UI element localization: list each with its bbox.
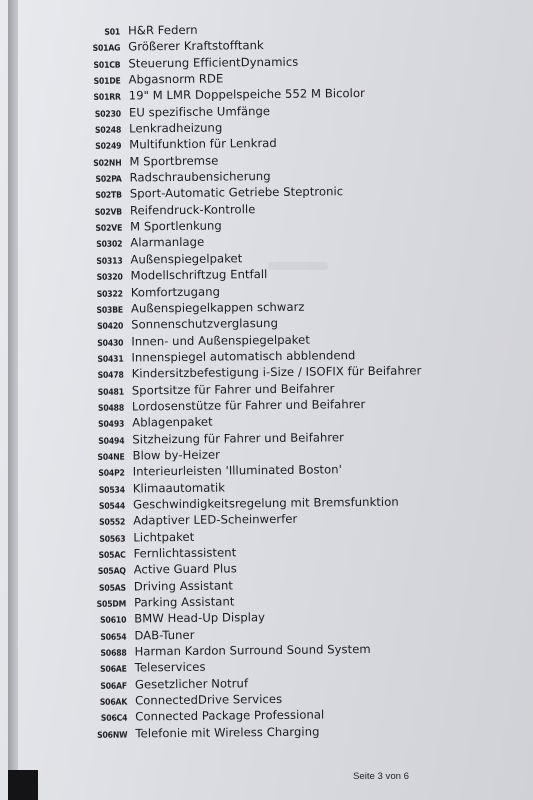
option-description: Teleservices — [134, 660, 206, 675]
option-code: S06C4 — [100, 713, 128, 725]
option-description: Kindersitzbefestigung i-Size / ISOFIX für Beifahrer — [131, 363, 422, 381]
option-code: S0688 — [100, 648, 127, 659]
option-code: S0230 — [94, 109, 122, 120]
option-description: Sport-Automatic Getriebe Steptronic — [129, 184, 344, 201]
option-code: S0420 — [97, 321, 124, 333]
option-code: S05AC — [98, 550, 126, 561]
option-code: S03BE — [96, 305, 124, 316]
option-description: Ablagenpaket — [132, 414, 213, 430]
option-description: M Sportlenkung — [130, 218, 222, 234]
option-description: Innen- und Außenspiegelpaket — [131, 332, 310, 348]
option-description: Lordosenstütze für Fahrer und Beifahrer — [131, 396, 366, 414]
option-description: Außenspiegelkappen schwarz — [130, 299, 305, 316]
option-code: S04NE — [97, 452, 125, 463]
option-code: S0478 — [97, 370, 124, 382]
option-description: Abgasnorm RDE — [128, 71, 224, 87]
option-description: Harman Kardon Surround Sound System — [134, 642, 371, 659]
page-number: Seite 3 von 6 — [353, 771, 410, 782]
option-description: Größerer Kraftstofftank — [128, 38, 264, 54]
option-code: S05AQ — [97, 566, 126, 578]
option-description: Connected Package Professional — [135, 707, 325, 724]
option-description: Adaptiver LED-Scheinwerfer — [133, 512, 298, 528]
option-code: S0431 — [97, 354, 124, 365]
option-description: Außenspiegelpaket — [130, 251, 243, 267]
option-code: S0493 — [98, 419, 125, 431]
option-description: H&R Federn — [127, 22, 198, 38]
option-description: Interieurleisten 'Illuminated Boston' — [132, 462, 342, 479]
option-description: Geschwindigkeitsregelung mit Bremsfunktion — [132, 494, 399, 512]
option-description: Parking Assistant — [133, 594, 235, 610]
option-description: 19" M LMR Doppelspeiche 552 M Bicolor — [128, 86, 365, 103]
option-code: S06NW — [97, 730, 128, 741]
option-description: BMW Head-Up Display — [134, 610, 266, 626]
option-code: S0313 — [96, 256, 123, 267]
option-description: Sitzheizung für Fahrer und Beifahrer — [132, 429, 344, 447]
option-code: S02TB — [95, 190, 122, 202]
bottom-left-shadow — [8, 770, 38, 800]
option-code: S0610 — [100, 615, 127, 627]
option-code: S05AS — [98, 583, 126, 594]
option-description: DAB-Tuner — [134, 627, 195, 643]
option-code: S02PA — [95, 174, 122, 185]
option-description: Blow by-Heizer — [132, 447, 220, 463]
option-code: S02NH — [93, 158, 122, 169]
option-code: S0494 — [98, 436, 125, 447]
option-code: S01 — [104, 27, 121, 38]
option-description: Steuerung EfficientDynamics — [128, 54, 299, 71]
option-code: S06AF — [100, 681, 127, 692]
option-description: Lichtpaket — [133, 529, 195, 545]
option-code: S0320 — [96, 272, 123, 283]
option-description: Lenkradheizung — [129, 120, 223, 136]
option-description: M Sportbremse — [129, 153, 219, 169]
option-code: S0302 — [96, 240, 123, 251]
option-code: S06AE — [100, 664, 127, 676]
option-description: Gesetzlicher Notruf — [134, 676, 249, 692]
option-description: Active Guard Plus — [133, 561, 237, 577]
option-description: Reifendruck-Kontrolle — [129, 201, 256, 218]
option-code: S0430 — [97, 338, 124, 349]
option-code: S01DE — [93, 76, 121, 87]
option-code: S01RR — [93, 92, 121, 104]
option-description: Driving Assistant — [133, 578, 234, 594]
option-code: S01AG — [92, 43, 121, 55]
option-code: S0322 — [96, 289, 123, 300]
option-description: Radschraubensicherung — [129, 169, 271, 185]
option-code: S02VE — [95, 223, 123, 234]
option-code: S0248 — [94, 125, 122, 136]
option-code: S0544 — [98, 501, 126, 512]
option-row — [85, 722, 525, 743]
option-code: S0481 — [97, 387, 124, 398]
option-description: Sonnenschutzverglasung — [131, 316, 279, 332]
document-page — [8, 0, 533, 800]
option-code: S05DM — [96, 599, 127, 610]
option-description: Innenspiegel automatisch abblendend — [131, 347, 356, 365]
option-description: Modellschriftzug Entfall — [130, 267, 268, 283]
option-description: Klimaautomatik — [132, 480, 226, 496]
option-description: Alarmanlage — [130, 235, 205, 250]
option-code: S01CB — [93, 60, 121, 71]
option-description: Telefonie mit Wireless Charging — [135, 724, 320, 741]
option-code: S02VB — [94, 207, 123, 218]
option-code: S0249 — [95, 141, 122, 153]
option-code: S0563 — [99, 534, 126, 545]
option-description: ConnectedDrive Services — [135, 691, 283, 708]
option-description: Komfortzugang — [130, 284, 221, 299]
option-description: Multifunktion für Lenkrad — [129, 136, 277, 152]
option-description: EU spezifische Umfänge — [128, 103, 271, 120]
option-code: S0552 — [99, 517, 126, 529]
option-code: S04P2 — [98, 468, 125, 480]
option-code: S0654 — [100, 632, 127, 643]
option-list — [78, 19, 526, 743]
option-code: S06AK — [99, 697, 128, 708]
option-code: S0488 — [97, 403, 125, 414]
option-description: Sportsitze für Fahrer und Beifahrer — [131, 380, 335, 398]
option-description: Fernlichtassistent — [133, 545, 237, 561]
paper-left-edge — [8, 0, 18, 800]
option-code: S0534 — [98, 485, 125, 496]
